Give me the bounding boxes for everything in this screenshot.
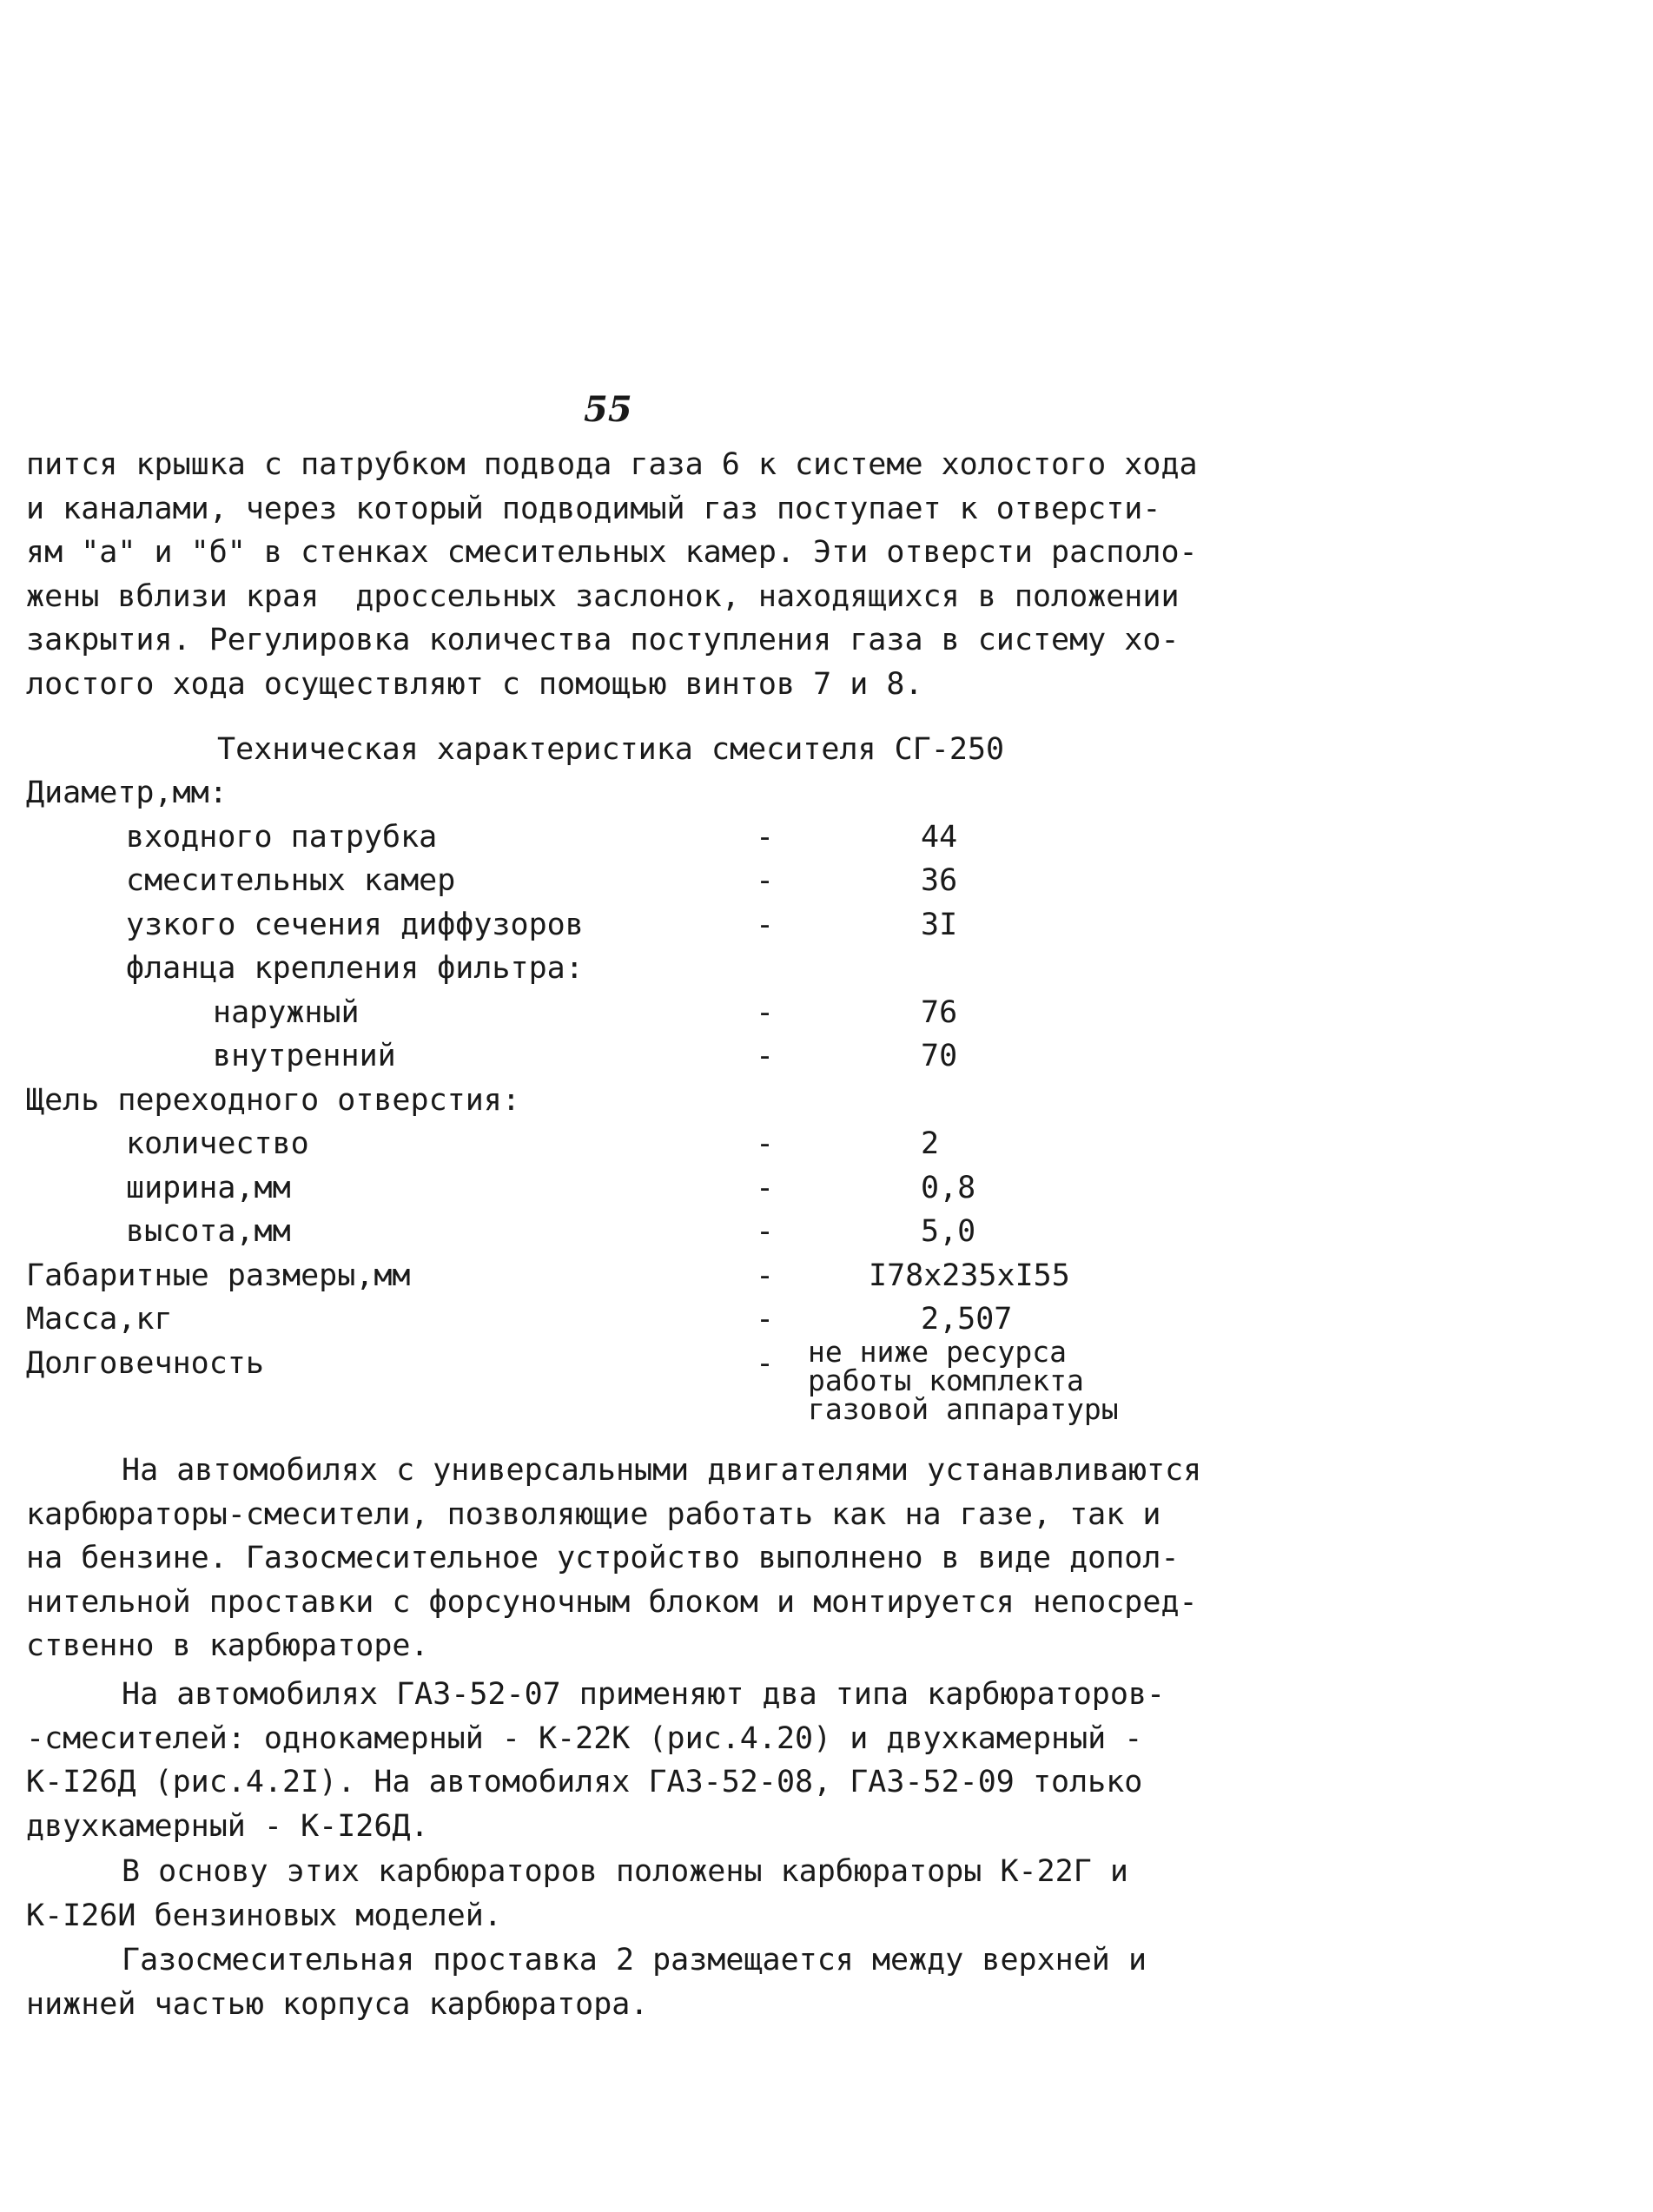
spec-row: [26, 815, 1242, 860]
spec-row: [26, 991, 1242, 1035]
spec-label: внутренний: [213, 1039, 396, 1073]
spec-row: [26, 903, 1242, 948]
spec-label: Диаметр,мм:: [26, 776, 228, 810]
text-line: ям "а" и "б" в стенках смесительных камер. Эти отверсти располо-: [26, 535, 1198, 570]
text-line: На автомобилях ГАЗ-52-07 применяют два типа карбюраторов-: [122, 1677, 1166, 1712]
spec-row: [26, 1254, 1242, 1298]
spec-value: 44: [921, 819, 958, 855]
durability-line: работы комплекта: [808, 1364, 1084, 1397]
spec-dash: -: [756, 994, 775, 1030]
text-line: нижней частью корпуса карбюратора.: [26, 1986, 649, 2022]
spec-value: 36: [921, 863, 958, 898]
spec-dash: -: [756, 1126, 775, 1161]
text-line: К-I26Д (рис.4.2I). На автомобилях ГАЗ-52-08, ГАЗ-52-09 только: [26, 1765, 1143, 1799]
text-line: карбюраторы-смесители, позволяющие работать как на газе, так и: [26, 1496, 1161, 1532]
text-line: -смесителей: однокамерный - К-22К (рис.4.20) и двухкамерный -: [26, 1720, 1143, 1756]
spec-value: 2: [921, 1126, 940, 1161]
text-line: лостого хода осуществляют с помощью винтов 7 и 8.: [26, 666, 923, 702]
spec-dash: -: [756, 1345, 775, 1381]
text-line: В основу этих карбюраторов положены карбюраторы К-22Г и: [122, 1854, 1128, 1889]
spec-row: [26, 1079, 1242, 1123]
spec-dash: -: [756, 1258, 775, 1293]
spec-label: узкого сечения диффузоров: [126, 907, 584, 942]
spec-dash: -: [756, 907, 775, 942]
page-number: 55: [584, 389, 632, 430]
spec-label: фланца крепления фильтра:: [126, 951, 584, 986]
spec-label: Масса,кг: [26, 1302, 173, 1337]
spec-label: Щель переходного отверстия:: [26, 1082, 520, 1118]
paragraph-3: [26, 1850, 1207, 1938]
text-line: пится крышка с патрубком подвода газа 6 к системе холостого хода: [26, 447, 1198, 482]
spec-value: 3I: [921, 907, 958, 942]
text-line: на бензине. Газосмесительное устройство выполнено в виде допол-: [26, 1541, 1180, 1575]
durability-value: [808, 1335, 1119, 1426]
spec-row: [26, 859, 1242, 903]
spec-label: наружный: [213, 994, 360, 1030]
text-line: закрытия. Регулировка количества поступления газа в систему хо-: [26, 623, 1180, 657]
spec-value: 0,8: [921, 1170, 976, 1205]
spec-label: ширина,мм: [126, 1170, 291, 1205]
paragraph-4: [26, 1938, 1207, 2026]
spec-label: входного патрубка: [126, 819, 438, 855]
text-line: жены вблизи края дроссельных заслонок, находящихся в положении: [26, 578, 1180, 614]
spec-dash: -: [756, 819, 775, 855]
durability-line: не ниже ресурса: [808, 1335, 1068, 1369]
spec-row: [26, 947, 1242, 991]
spec-value: I78x235xI55: [869, 1258, 1070, 1293]
text-line: На автомобилях с универсальными двигателями устанавливаются: [122, 1453, 1202, 1488]
durability-line: газовой аппаратуры: [808, 1392, 1119, 1426]
spec-dash: -: [756, 1170, 775, 1205]
text-line: ственно в карбюраторе.: [26, 1628, 429, 1663]
text-line: и каналами, через который подводимый газ поступает к отверсти-: [26, 491, 1161, 526]
spec-dash: -: [756, 1039, 775, 1073]
text-line: двухкамерный - К-I26Д.: [26, 1808, 429, 1844]
spec-value: 70: [921, 1039, 958, 1073]
spec-table: [26, 771, 1242, 1385]
spec-row: [26, 1166, 1242, 1211]
spec-title: Техническая характеристика смесителя СГ-250: [217, 732, 1005, 767]
spec-label: Долговечность: [26, 1345, 264, 1381]
spec-dash: -: [756, 863, 775, 898]
spec-row: [26, 1210, 1242, 1254]
spec-value: 5,0: [921, 1214, 976, 1249]
spec-value: 76: [921, 994, 958, 1030]
paragraph-1: [26, 1449, 1207, 1668]
spec-label: высота,мм: [126, 1214, 291, 1249]
spec-label: Габаритные размеры,мм: [26, 1258, 411, 1293]
spec-value: 2,507: [921, 1302, 1013, 1337]
text-line: нительной проставки с форсуночным блоком и монтируется непосред-: [26, 1584, 1198, 1620]
spec-label: количество: [126, 1126, 309, 1161]
spec-row: [26, 1122, 1242, 1166]
spec-row: [26, 1034, 1242, 1079]
spec-dash: -: [756, 1214, 775, 1249]
spec-label: смесительных камер: [126, 863, 456, 898]
text-line: Газосмесительная проставка 2 размещается между верхней и: [122, 1943, 1147, 1978]
text-line: К-I26И бензиновых моделей.: [26, 1898, 502, 1933]
spec-row: [26, 771, 1242, 815]
spec-dash: -: [756, 1302, 775, 1337]
intro-paragraph: [26, 443, 1207, 706]
paragraph-2: [26, 1673, 1207, 1848]
